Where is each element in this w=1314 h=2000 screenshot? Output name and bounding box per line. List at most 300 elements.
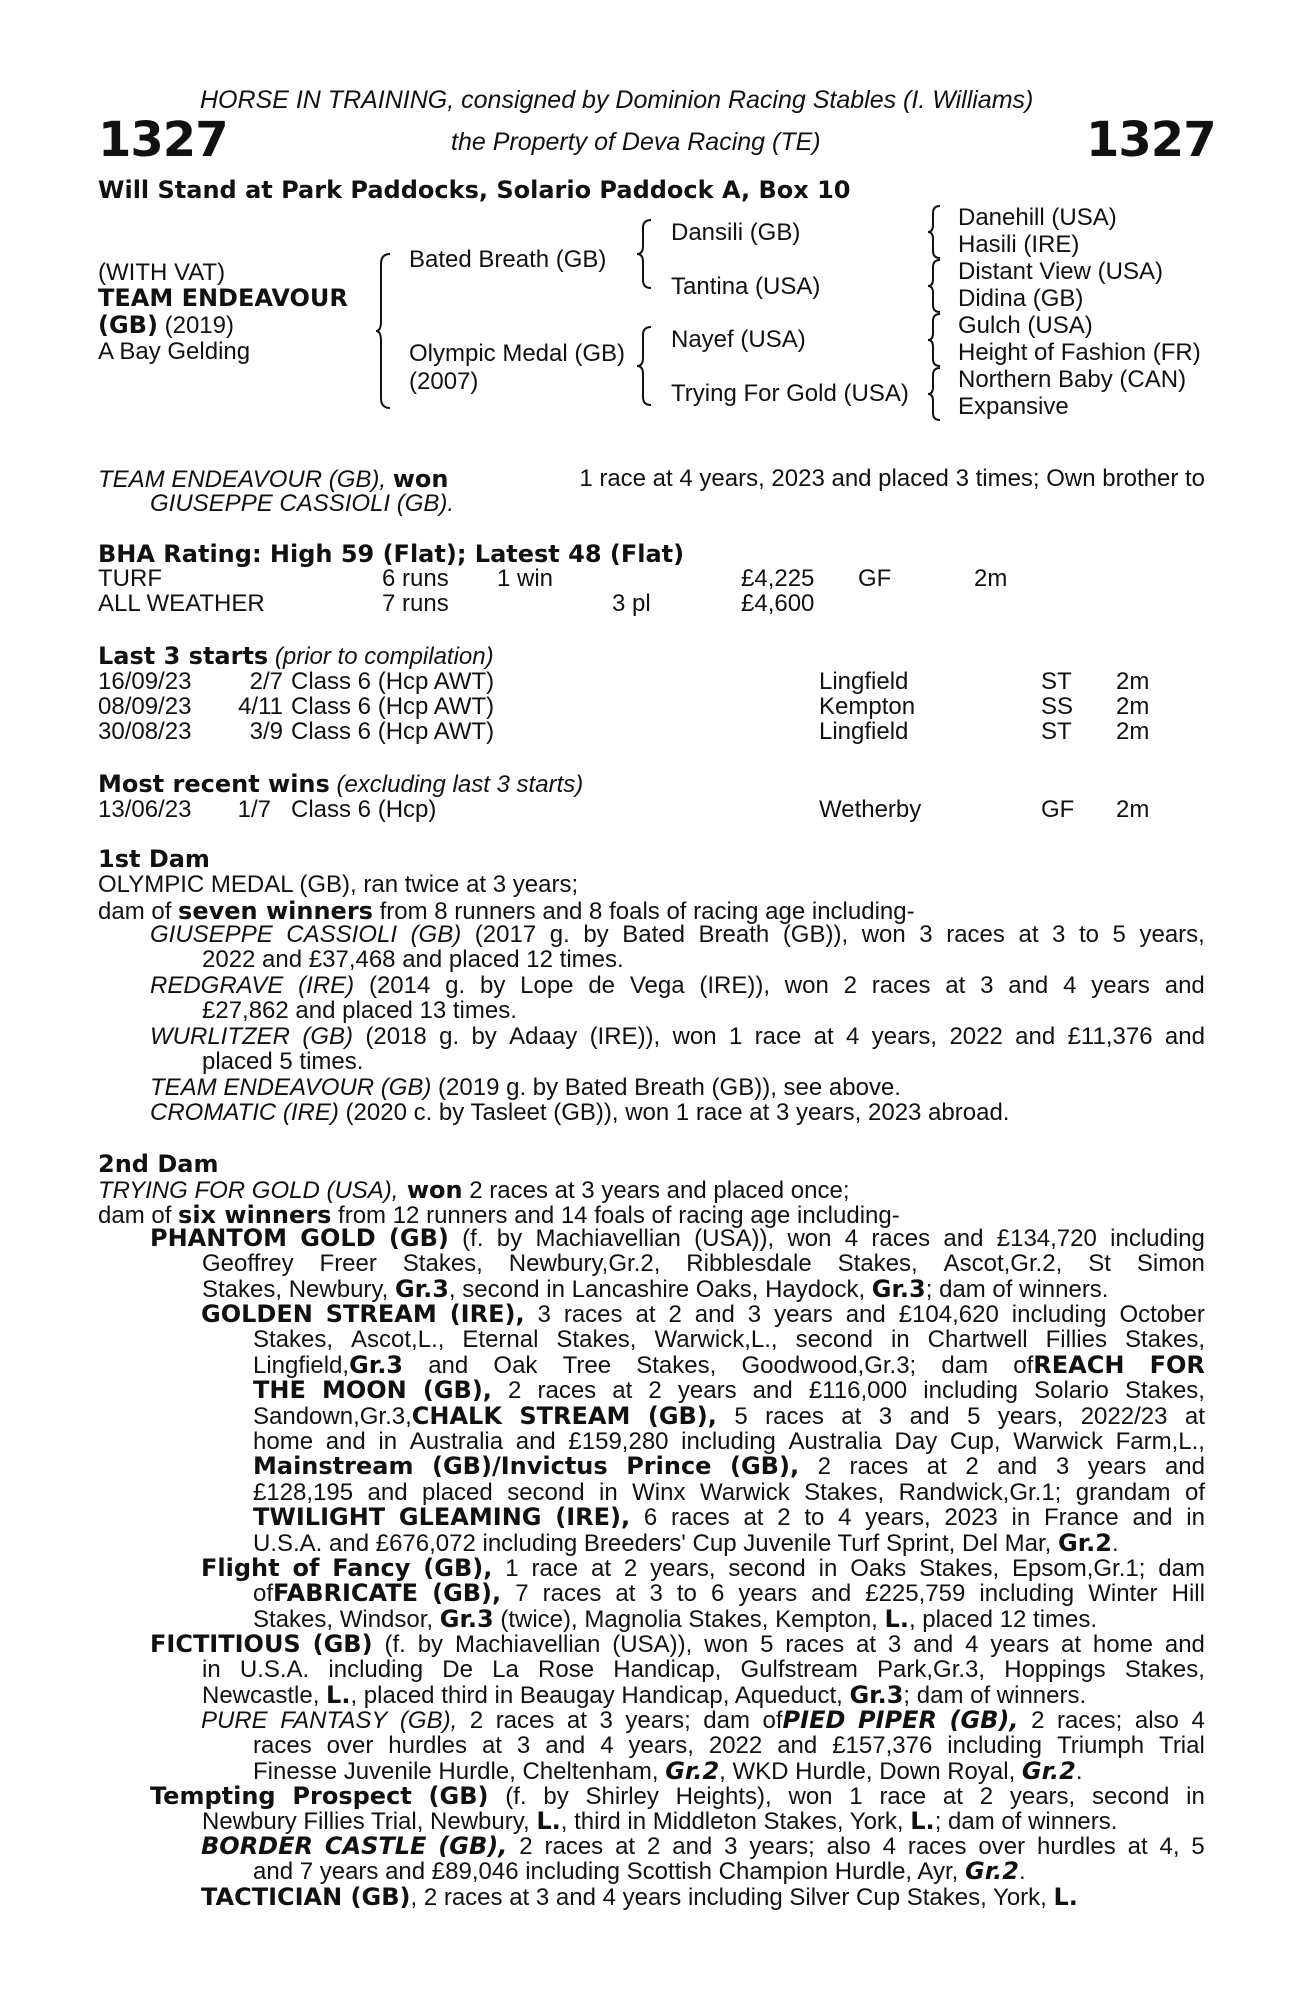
text-word: 2	[843, 972, 857, 999]
text-word: hurdles	[388, 1732, 467, 1760]
dam-sire: Nayef (USA)	[671, 326, 806, 353]
paragraph-line	[150, 1657, 1205, 1682]
text-word: (GB),	[438, 1832, 508, 1860]
text-word: races	[542, 1580, 602, 1608]
ancestor-didina: Didina (GB)	[958, 285, 1084, 312]
text-word: years	[738, 1580, 798, 1608]
start-class: Class 6 (Hcp AWT)	[291, 718, 495, 745]
first-dam-l2c: from 8 runners and 8 foals of racing age including-	[372, 898, 915, 925]
text-word: won	[784, 972, 829, 999]
text-word: and	[997, 1453, 1038, 1481]
text-word: Shirley	[585, 1783, 659, 1810]
text-word: and	[943, 1225, 984, 1252]
text-word: hurdles	[1036, 1833, 1116, 1860]
text-word: Lingfield,Gr.3	[253, 1350, 404, 1379]
text-word: Stakes,	[837, 1250, 918, 1278]
text-word: at	[945, 972, 966, 999]
text-word: to	[676, 1580, 697, 1608]
text-word: Stakes,	[556, 1326, 637, 1354]
paragraph-line	[201, 1556, 1205, 1581]
start-class: Class 6 (Hcp AWT)	[291, 668, 495, 695]
text-word: Trial	[1159, 1732, 1205, 1760]
text-word: Stakes,	[253, 1326, 334, 1354]
text-word: years;	[625, 1707, 691, 1734]
text-run: Gr.3	[439, 1604, 494, 1633]
text-word: also	[826, 1833, 871, 1860]
text-word: Flight	[201, 1554, 280, 1582]
vat-note: (WITH VAT)	[98, 259, 226, 286]
text-word: in	[1186, 1783, 1205, 1810]
horse-year: (2019)	[157, 312, 234, 339]
text-word: and	[367, 1478, 408, 1506]
text-word: Prince	[626, 1452, 712, 1481]
start-class: Class 6 (Hcp AWT)	[291, 693, 495, 720]
text-word: Machiavellian	[454, 1631, 601, 1658]
paragraph-line	[150, 1809, 1205, 1834]
text-word: 2	[623, 1555, 638, 1582]
text-word: (GB),	[423, 1554, 493, 1582]
paragraph-line	[201, 1885, 1205, 1910]
text-word: Stakes,	[804, 1478, 885, 1506]
text-word: (IRE)	[298, 972, 355, 999]
rating-surface: ALL WEATHER	[98, 590, 265, 617]
text-word: of	[292, 1554, 320, 1582]
start-course: Lingfield	[819, 668, 909, 695]
text-word: at	[635, 1301, 656, 1328]
text-word: £104,620	[898, 1301, 999, 1328]
text-word: (f.	[384, 1631, 406, 1658]
stand-location: Will Stand at Park Paddocks, Solario Paddock A, Box 10	[98, 176, 851, 204]
paragraph-line	[201, 1708, 1205, 1733]
text-word: 3	[980, 972, 994, 999]
text-word: (GB),	[647, 1401, 717, 1430]
text-word: La	[492, 1656, 519, 1684]
text-word: (f.	[462, 1225, 484, 1252]
paragraph-line	[150, 1680, 1205, 1709]
text-run: ; dam of winners.	[903, 1681, 1087, 1709]
text-word: 7	[515, 1580, 529, 1608]
paragraph-line	[150, 1251, 1205, 1276]
text-word: in	[1186, 1504, 1205, 1532]
paragraph-line	[201, 1834, 1205, 1859]
text-word: at	[481, 1732, 502, 1760]
text-word: U.S.A.	[239, 1656, 310, 1684]
recent-pos: 1/7	[237, 796, 271, 823]
text-word: Ascot,Gr.2,	[943, 1250, 1063, 1278]
first-dam-title: 1st Dam	[98, 845, 210, 873]
dam-year: (2007)	[409, 368, 479, 395]
text-word: (2014	[368, 972, 431, 999]
text-run: L.	[326, 1680, 351, 1709]
start-date: 30/08/23	[98, 718, 192, 745]
text-word: Eternal	[462, 1326, 539, 1354]
text-word: France	[1044, 1504, 1119, 1532]
text-word: and	[428, 1351, 469, 1379]
text-word: FICTITIOUS	[150, 1630, 301, 1658]
rating-dist: 2m	[974, 565, 1008, 592]
text-word: (GB),	[730, 1452, 800, 1481]
text-word: in	[599, 1478, 618, 1506]
paragraph-line	[150, 973, 1205, 998]
text-run: and 7 years and £89,046 including Scottish Champion Hurdle, Ayr,	[253, 1858, 966, 1886]
last-starts-note: (prior to compilation)	[268, 643, 494, 670]
text-run: ; dam of winners.	[925, 1275, 1109, 1303]
sire-dam: Tantina (USA)	[671, 273, 821, 300]
text-word: including	[947, 1732, 1042, 1760]
start-dist: 2m	[1116, 693, 1150, 720]
text-word: Cup,	[949, 1428, 1001, 1456]
text-word: de	[588, 972, 616, 999]
text-run: .	[1111, 1529, 1119, 1557]
second-dam-winners: six winners	[178, 1201, 332, 1229]
text-word: 2022	[708, 1732, 763, 1760]
text-word: 1	[505, 1555, 519, 1582]
text-word: races	[253, 1732, 312, 1760]
text-word: 4	[1063, 972, 1077, 999]
rating-runs: 7 runs	[382, 590, 449, 617]
recent-dist: 2m	[1116, 796, 1150, 823]
text-word: dam	[1158, 1555, 1205, 1582]
lot-number-left: 1327	[98, 112, 228, 168]
text-word: £157,376	[832, 1732, 933, 1760]
rating-placed: 3 pl	[612, 590, 651, 617]
text-word: by	[417, 1631, 444, 1658]
text-word: years,	[1139, 921, 1205, 948]
text-word: including	[328, 1656, 424, 1684]
property-line: the Property of Deva Racing (TE)	[451, 128, 821, 156]
text-word: Stakes,	[1124, 1656, 1205, 1684]
text-run: Gr.2	[965, 1857, 1019, 1886]
paragraph-line	[150, 1784, 1205, 1809]
summary-text: 1 race at 4 years, 2023 and placed 3 times; Own brother to	[579, 465, 1205, 492]
text-word: and	[1164, 1631, 1205, 1658]
text-word: and	[1164, 972, 1205, 999]
text-word: 5	[967, 1402, 981, 1430]
text-word: Machiavellian	[535, 1225, 681, 1252]
text-word: in	[1011, 1504, 1031, 1532]
text-word: at	[855, 1631, 876, 1658]
recent-going: GF	[1041, 796, 1075, 823]
paragraph-line	[201, 1604, 1205, 1633]
text-word: Oak	[493, 1351, 538, 1379]
text-word: Tempting	[150, 1782, 276, 1810]
text-word: CASSIOLI	[286, 921, 397, 948]
text-word: second	[1091, 1783, 1170, 1810]
text-word: Mainstream	[253, 1452, 414, 1481]
pedigree-brace-dam	[637, 325, 653, 407]
text-word: and	[1164, 1453, 1205, 1481]
text-word: years	[677, 1377, 737, 1405]
text-word: by	[479, 972, 506, 999]
text-word: at	[591, 1555, 612, 1582]
text-word: second	[507, 1478, 585, 1506]
text-word: years,	[650, 1555, 716, 1582]
text-word: at	[841, 1402, 862, 1430]
text-word: at	[743, 1504, 764, 1532]
text-word: dam	[941, 1351, 989, 1379]
text-word: (GB)	[428, 1782, 489, 1810]
text-run: Stakes, Newbury,	[202, 1275, 395, 1303]
start-going: SS	[1041, 693, 1074, 720]
text-word: £159,280	[568, 1428, 669, 1456]
text-word: (GB),	[949, 1706, 1019, 1734]
text-run: Finesse Juvenile Hurdle, Cheltenham,	[253, 1757, 666, 1785]
ancestor-height-of-fashion: Height of Fashion (FR)	[958, 339, 1201, 366]
summary-won: won	[392, 465, 449, 493]
text-word: to	[1078, 921, 1099, 948]
paragraph-line	[150, 1274, 1205, 1303]
text-word: (GB)	[388, 1224, 449, 1252]
summary-horse: TEAM ENDEAVOUR (GB),	[98, 466, 387, 493]
text-word: grandam	[1075, 1478, 1171, 1506]
text-word: GLEAMING	[398, 1503, 542, 1532]
text-run: placed 5 times.	[202, 1048, 364, 1076]
text-word: Stakes,	[1124, 1326, 1205, 1354]
text-word: by	[471, 1023, 497, 1050]
paragraph-line	[201, 1454, 1205, 1479]
text-word: and	[672, 1833, 713, 1860]
text-word: £128,195	[253, 1478, 354, 1506]
text-word: 2022	[949, 1023, 1003, 1050]
paragraph-line	[201, 1505, 1205, 1530]
text-word: races	[765, 1402, 824, 1430]
horse-name: TEAM ENDEAVOUR	[98, 284, 348, 312]
text-word: home	[1092, 1631, 1153, 1658]
text-word: including	[1011, 1301, 1107, 1328]
text-word: races	[871, 1225, 931, 1252]
text-word: Winx	[632, 1478, 686, 1506]
text-run: Gr.3	[394, 1274, 449, 1303]
text-word: including	[1110, 1225, 1205, 1252]
start-date: 08/09/23	[98, 693, 192, 720]
text-word: Stakes,	[402, 1250, 483, 1278]
text-word: Park,Gr.3,	[877, 1656, 986, 1684]
pedigree-brace-main	[376, 252, 392, 410]
text-word: years	[1087, 1453, 1147, 1481]
second-dam-won: won	[398, 1176, 463, 1204]
text-run: L.	[536, 1807, 561, 1836]
text-word: Winter	[1088, 1580, 1158, 1608]
text-word: Ribblesdale	[686, 1250, 812, 1278]
text-word: October	[1119, 1301, 1205, 1328]
text-word: £116,000	[808, 1377, 908, 1405]
text-word: races	[544, 1833, 604, 1860]
text-word: won	[861, 921, 906, 948]
pedigree-brace-sire	[637, 218, 653, 290]
text-run: £27,862 and placed 13 times.	[202, 997, 517, 1025]
text-word: Newbury,Gr.2,	[508, 1250, 661, 1278]
text-word: of	[1184, 1478, 1205, 1506]
text-word: (USA)),	[694, 1225, 775, 1252]
text-word: including	[923, 1377, 1018, 1405]
text-word: at	[615, 1580, 636, 1608]
paragraph-line	[201, 1480, 1205, 1505]
text-word: 2023	[944, 1504, 998, 1532]
text-word: GOLD	[300, 1224, 376, 1252]
produce-giuseppe-cassioli	[150, 922, 1205, 973]
text-word: De	[442, 1656, 473, 1684]
text-word: won	[672, 1023, 717, 1050]
text-word: and	[1132, 1504, 1173, 1532]
text-run: 2022 and £37,468 and placed 12 times.	[202, 946, 624, 974]
text-word: BORDER	[201, 1832, 313, 1860]
text-word: REDGRAVE	[150, 972, 284, 999]
text-run: Gr.2	[1021, 1756, 1076, 1785]
text-word: (f.	[505, 1783, 527, 1810]
text-word: PIPER	[857, 1706, 937, 1734]
paragraph-line	[150, 947, 1205, 972]
first-dam-line1: OLYMPIC MEDAL (GB), ran twice at 3 years;	[98, 871, 579, 898]
text-word: (IRE)),	[589, 1023, 661, 1050]
text-word: Solario	[1034, 1377, 1109, 1405]
text-word: 2	[979, 1783, 994, 1810]
produce-cromatic	[150, 1100, 1205, 1125]
text-run: (2020 c. by Tasleet (GB)), won 1 race at 3 years, 2023 abroad.	[338, 1099, 1010, 1126]
summary-brother: GIUSEPPE CASSIOLI (GB).	[150, 490, 455, 517]
text-run: (2019 g. by Bated Breath (GB)), see above.	[431, 1074, 901, 1101]
text-word: 5	[760, 1631, 774, 1658]
text-run: Gr.2	[665, 1756, 720, 1785]
text-run: , placed third in Beaugay Handicap, Aqueduct,	[350, 1681, 850, 1709]
text-word: (2017	[474, 921, 537, 948]
text-word: including	[681, 1428, 776, 1456]
text-word: 5	[1191, 1833, 1205, 1860]
ancestor-expansive: Expansive	[958, 393, 1069, 420]
text-word: Geoffrey	[202, 1250, 294, 1278]
text-word: 4	[965, 1631, 979, 1658]
paragraph-line	[150, 1100, 1205, 1125]
text-word: 2	[648, 1377, 662, 1405]
start-going: ST	[1041, 718, 1072, 745]
text-word: Tree	[562, 1351, 612, 1379]
text-word: and	[811, 1580, 852, 1608]
text-word: Handicap,	[613, 1656, 722, 1684]
text-word: (2018	[365, 1023, 427, 1050]
produce-tactician	[201, 1885, 1205, 1910]
produce-wurlitzer	[150, 1024, 1205, 1075]
text-word: 2022/23	[1080, 1402, 1168, 1430]
last-starts-heading	[98, 642, 494, 671]
text-word: over	[326, 1732, 374, 1760]
text-word: races	[537, 1377, 597, 1405]
text-run: , second in Lancashire Oaks, Haydock,	[448, 1275, 872, 1303]
horse-description: A Bay Gelding	[98, 338, 251, 365]
pedigree-brace-dd	[928, 366, 942, 422]
text-word: 3	[919, 921, 933, 948]
pedigree-brace-ds	[928, 312, 942, 368]
paragraph-line	[201, 1378, 1205, 1403]
recent-date: 13/06/23	[98, 796, 192, 823]
text-word: years,	[871, 1023, 938, 1050]
text-word: Fancy	[332, 1554, 411, 1582]
recent-wins-heading	[98, 770, 583, 799]
paragraph-line	[201, 1350, 1205, 1379]
text-word: and	[545, 1732, 586, 1760]
text-word: races	[563, 1301, 623, 1328]
text-word: Hoppings	[1004, 1656, 1106, 1684]
produce-fictitious	[150, 1632, 1205, 1708]
recent-class: Class 6 (Hcp)	[291, 796, 437, 823]
text-word: won	[788, 1783, 833, 1810]
second-dam-l1c: 2 races at 3 years and placed once;	[462, 1177, 850, 1204]
text-word: race	[754, 1023, 802, 1050]
text-word: won	[787, 1225, 832, 1252]
text-word: home	[253, 1428, 314, 1456]
text-word: 3	[1052, 921, 1066, 948]
text-word: 3	[599, 1707, 613, 1734]
text-word: at	[566, 1707, 587, 1734]
dam: Olympic Medal (GB)	[409, 340, 626, 367]
text-word: race	[531, 1555, 579, 1582]
ancestor-danehill: Danehill (USA)	[958, 204, 1117, 231]
produce-team-endeavour	[150, 1075, 1205, 1100]
start-pos: 2/7	[249, 668, 283, 695]
text-run: Gr.3	[871, 1274, 926, 1303]
text-word: races;	[1056, 1707, 1123, 1734]
text-word: Rose	[538, 1656, 595, 1684]
text-word: over	[978, 1833, 1026, 1860]
text-word: Simon	[1136, 1250, 1205, 1278]
text-word: 2	[1031, 1707, 1045, 1734]
text-word: races	[495, 1707, 555, 1734]
text-word: PHANTOM	[150, 1224, 287, 1252]
text-word: 3	[1055, 1453, 1070, 1481]
rating-surface: TURF	[98, 565, 162, 592]
text-word: by	[583, 921, 609, 948]
paragraph-line	[201, 1733, 1205, 1758]
text-word: and	[694, 1301, 735, 1328]
text-word: Oaks	[850, 1555, 907, 1582]
text-word: Farm,L.,	[1115, 1428, 1205, 1456]
text-word: 4,	[1159, 1833, 1180, 1860]
text-word: £11,376	[1067, 1023, 1153, 1050]
text-word: 2	[508, 1377, 522, 1405]
text-word: (IRE)),	[699, 972, 770, 999]
text-word: Hill	[1171, 1580, 1205, 1608]
text-run: L.	[884, 1604, 909, 1633]
text-word: TWILIGHT	[253, 1503, 386, 1532]
text-word: Gulfstream	[740, 1656, 858, 1684]
text-run: TEAM ENDEAVOUR (GB)	[150, 1074, 432, 1101]
second-dam-title: 2nd Dam	[98, 1150, 219, 1178]
text-word: Warwick,L.,	[654, 1326, 778, 1354]
text-word: races	[671, 1504, 730, 1532]
text-word: at	[615, 1833, 636, 1860]
text-run: , 2 races at 3 and 4 years including Silver Cup Stakes, York,	[410, 1884, 1054, 1911]
ancestor-gulch: Gulch (USA)	[958, 312, 1093, 339]
text-word: Bated	[622, 921, 685, 948]
recent-course: Wetherby	[819, 796, 922, 823]
text-word: 2	[469, 1707, 484, 1734]
horse-country: (GB)	[98, 311, 158, 339]
text-word: £225,759	[865, 1580, 966, 1608]
consignor-line: HORSE IN TRAINING, consigned by Dominion Racing Stables (I. Williams)	[200, 86, 1034, 114]
text-word: FANTASY	[280, 1707, 388, 1734]
text-word: at	[1127, 1833, 1148, 1860]
text-word: at	[1184, 1402, 1205, 1430]
text-word: and	[1008, 972, 1049, 999]
sire-sire: Dansili (GB)	[671, 219, 801, 246]
text-word: Stakes,	[1124, 1377, 1205, 1405]
text-word: THE	[253, 1376, 306, 1405]
text-word: (GB)	[312, 1630, 373, 1658]
text-word: ofREACH	[1013, 1350, 1125, 1379]
text-word: 4	[838, 1504, 852, 1532]
text-run: CROMATIC (IRE)	[150, 1099, 339, 1126]
text-word: FOR	[1149, 1350, 1205, 1379]
text-word: races	[785, 1631, 845, 1658]
text-word: years,	[1009, 1783, 1076, 1810]
